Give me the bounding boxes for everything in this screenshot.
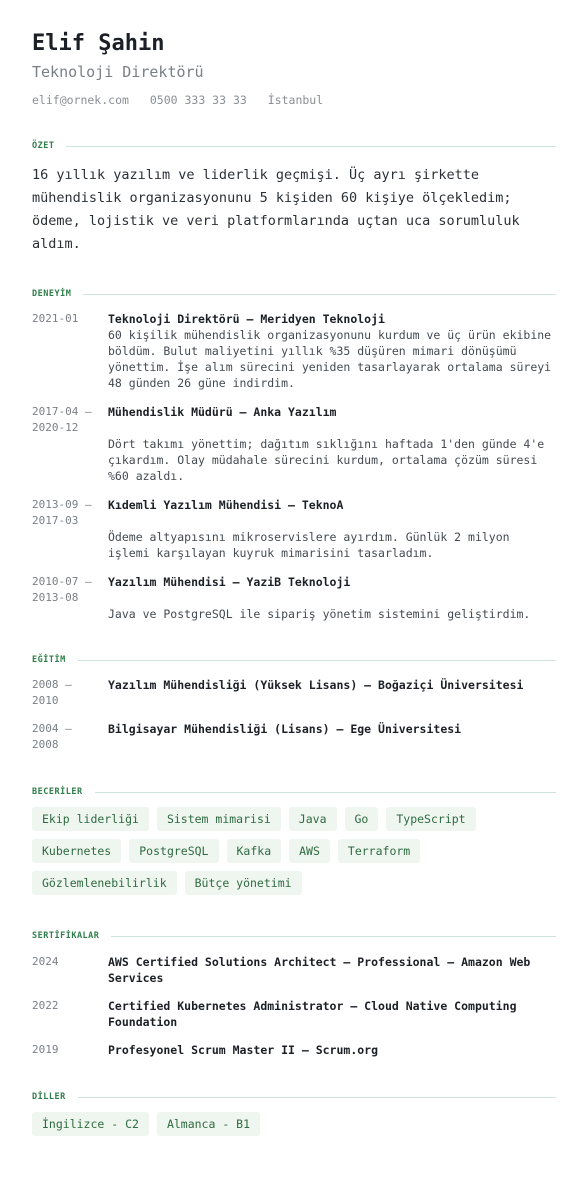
certifications-section-heading <box>32 931 556 941</box>
certification-title: AWS Certified Solutions Architect — Professional — Amazon Web Services <box>108 955 531 985</box>
language-tag: Almanca - B1 <box>157 1112 260 1136</box>
language-tag: İngilizce - C2 <box>32 1112 149 1136</box>
certification-list <box>32 954 556 1058</box>
section-divider <box>95 792 556 793</box>
section-divider <box>83 294 556 295</box>
date-end: 2013-08 <box>32 591 79 604</box>
date-end: 2017-03 <box>32 514 79 527</box>
education-title: Yazılım Mühendisliği (Yüksek Lisans) — Boğaziçi Üniversitesi <box>108 678 524 692</box>
certification-year: 2019 <box>32 1043 59 1056</box>
skill-tag: PostgreSQL <box>129 839 218 863</box>
phone-text: 0500 333 33 33 <box>149 93 247 107</box>
date-start: 2013-09 – <box>32 498 92 511</box>
experience-title: Kıdemli Yazılım Mühendisi — TeknoA <box>108 498 344 512</box>
skills-section-heading <box>32 787 556 797</box>
education-item <box>32 677 556 709</box>
education-item <box>32 721 556 753</box>
certification-item <box>32 1042 556 1058</box>
experience-body <box>108 311 556 391</box>
experience-description: Dört takımı yönettim; dağıtım sıklığını haftada 1'den günde 4'e çıkardım. Olay müdahale sürecini kurdum, ortalama çözüm süresi %60 azaldı. <box>108 437 545 483</box>
date-start: 2021-01 <box>32 312 79 325</box>
skill-tag: Terraform <box>338 839 420 863</box>
section-label: DİLLER <box>32 1092 66 1102</box>
section-label: SERTİFİKALAR <box>32 931 100 941</box>
location-text: İstanbul <box>267 93 324 107</box>
languages-section-heading <box>32 1092 556 1102</box>
experience-list <box>32 311 556 622</box>
skill-tag: Kafka <box>227 839 282 863</box>
experience-item <box>32 497 556 561</box>
experience-description: 60 kişilik mühendislik organizasyonunu kurdum ve üç ürün ekibine böldüm. Bulut maliyetini yıllık %35 düşüren mimari dönüşümü yönettim. İşe alım sürecini yeniden tasarlayarak ortalama süreyi 48 günden 26 güne indirdim. <box>108 328 552 390</box>
date-start: 2017-04 – <box>32 405 92 418</box>
certification-title: Certified Kubernetes Administrator — Cloud Native Computing Foundation <box>108 999 517 1029</box>
education-date <box>32 721 108 753</box>
experience-date <box>32 404 108 484</box>
experience-title: Yazılım Mühendisi — YaziB Teknoloji <box>108 575 351 589</box>
contact-line <box>32 93 556 107</box>
skill-tag: AWS <box>289 839 330 863</box>
date-start: 2008 – <box>32 678 72 691</box>
experience-item <box>32 574 556 622</box>
experience-item <box>32 311 556 391</box>
section-label: EĞİTİM <box>32 655 66 665</box>
certification-year: 2024 <box>32 955 59 968</box>
experience-date <box>32 311 108 391</box>
education-list <box>32 677 556 753</box>
experience-body <box>108 574 556 622</box>
education-date <box>32 677 108 709</box>
skill-tag: Sistem mimarisi <box>157 807 281 831</box>
date-end: 2020-12 <box>32 421 79 434</box>
skill-tag: TypeScript <box>386 807 475 831</box>
summary-section-heading <box>32 141 556 151</box>
experience-title: Teknoloji Direktörü — Meridyen Teknoloji <box>108 312 385 326</box>
experience-item <box>32 404 556 484</box>
email-text[interactable]: elif@ornek.com <box>32 93 129 107</box>
experience-section-heading <box>32 289 556 299</box>
experience-description: Ödeme altyapısını mikroservislere ayırdım. Günlük 2 milyon işlemi karşılayan kuyruk mimarisini tasarladım. <box>108 530 510 560</box>
skill-tag: Kubernetes <box>32 839 121 863</box>
date-end: 2008 <box>32 738 59 751</box>
experience-date <box>32 497 108 561</box>
experience-description: Java ve PostgreSQL ile sipariş yönetim sistemini geliştirdim. <box>108 607 531 621</box>
section-label: BECERİLER <box>32 787 83 797</box>
experience-body <box>108 497 556 561</box>
certification-title: Profesyonel Scrum Master II — Scrum.org <box>108 1043 379 1057</box>
section-divider <box>66 146 556 147</box>
certification-year: 2022 <box>32 999 59 1012</box>
job-title: Teknoloji Direktörü <box>32 63 204 81</box>
experience-date <box>32 574 108 622</box>
skill-tag: Ekip liderliği <box>32 807 149 831</box>
experience-title: Mühendislik Müdürü — Anka Yazılım <box>108 405 337 419</box>
skill-tag: Go <box>345 807 379 831</box>
date-start: 2010-07 – <box>32 575 92 588</box>
skill-tag: Java <box>289 807 337 831</box>
section-divider <box>111 936 556 937</box>
section-label: ÖZET <box>32 141 55 151</box>
summary-text: 16 yıllık yazılım ve liderlik geçmişi. Üç ayrı şirkette mühendislik organizasyonunu 5 kişiden 60 kişiye ölçekledim; ödeme, lojistik ve veri platformlarında uçtan uca sorumluluk aldım. <box>32 167 520 252</box>
section-divider <box>78 660 556 661</box>
skill-tag: Gözlemlenebilirlik <box>32 871 177 895</box>
certification-item <box>32 954 556 986</box>
person-name: Elif Şahin <box>32 31 165 56</box>
language-tags <box>32 1112 556 1144</box>
date-start: 2004 – <box>32 722 72 735</box>
section-divider <box>78 1097 556 1098</box>
resume-header <box>32 30 556 107</box>
date-end: 2010 <box>32 694 59 707</box>
certification-item <box>32 998 556 1030</box>
experience-body <box>108 404 556 484</box>
education-title: Bilgisayar Mühendisliği (Lisans) — Ege Üniversitesi <box>108 722 462 736</box>
education-section-heading <box>32 655 556 665</box>
skill-tag: Bütçe yönetimi <box>185 871 302 895</box>
section-label: DENEYİM <box>32 289 72 299</box>
skills-tags <box>32 807 556 903</box>
